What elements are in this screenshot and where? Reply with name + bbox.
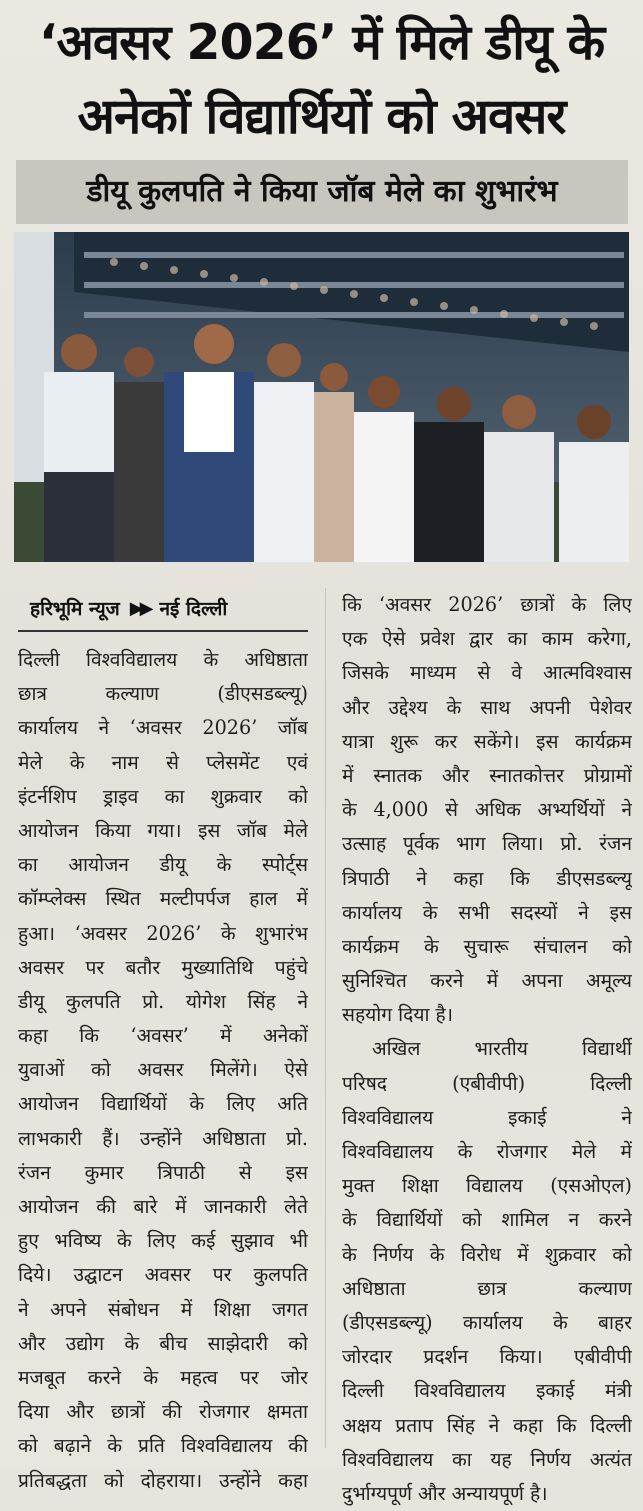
body-line: दिल्ली विश्वविद्यालय के अधिष्ठाता	[18, 648, 308, 671]
body-line: आयोजन की बारे में जानकारी लेते	[18, 1195, 308, 1218]
body-line: विश्वविद्यालय का यह निर्णय अत्यंत	[342, 1447, 632, 1471]
body-line: कहा कि ‘अवसर’ में अनेकों	[18, 1024, 308, 1048]
body-line: एक ऐसे प्रवेश द्वार का काम करेगा,	[342, 627, 632, 651]
body-line: दुर्भाग्यपूर्ण और अन्यायपूर्ण है।	[342, 1481, 548, 1505]
body-line: को बढ़ाने के प्रति विश्वविद्यालय की	[18, 1434, 308, 1458]
column-divider	[325, 588, 326, 1448]
body-line: मुक्त शिक्षा विद्यालय (एसओएल)	[342, 1174, 632, 1198]
body-line: और उद्योग के बीच साझेदारी को	[18, 1331, 308, 1355]
body-line: अधिष्ठाता छात्र कल्याण	[342, 1276, 632, 1300]
article-body-left-column	[18, 643, 308, 1498]
body-line: जोरदार प्रदर्शन किया। एबीवीपी	[342, 1345, 632, 1369]
body-line: प्रतिबद्धता को दोहराया। उन्होंने कहा	[18, 1468, 308, 1492]
body-line: यात्रा शुरू कर सकेंगे। इस कार्यक्रम	[342, 729, 632, 753]
body-line: के विद्यार्थियों को शामिल न करने	[342, 1208, 632, 1232]
body-line: मेले के नाम से प्लेसमेंट एवं	[18, 750, 308, 774]
body-line: मजबूत करने के महत्व पर जोर	[18, 1365, 308, 1389]
body-line: दिया और छात्रों की रोजगार क्षमता	[18, 1400, 308, 1424]
headline	[10, 6, 633, 154]
body-line: छात्र कल्याण (डीएसडब्ल्यू)	[18, 682, 308, 706]
body-line: हुआ। ‘अवसर 2026’ के शुभारंभ	[18, 921, 308, 945]
body-line: कार्यालय के सभी सदस्यों ने इस	[342, 900, 632, 924]
body-line: अखिल भारतीय विद्यार्थी	[372, 1037, 632, 1061]
body-line: सुनिश्चित करने में अपना अमूल्य	[342, 969, 632, 993]
byline	[30, 592, 310, 626]
body-line: का आयोजन डीयू के स्पोर्ट्स	[18, 853, 308, 877]
body-line: हुए भविष्य के लिए कई सुझाव भी	[18, 1229, 308, 1253]
article-body-right-column	[342, 588, 632, 1511]
headline-line-2: अनेकों विद्यार्थियों को अवसर	[77, 88, 566, 145]
body-line: सहयोग दिया है।	[342, 1003, 453, 1027]
body-line: विश्वविद्यालय इकाई ने	[342, 1105, 632, 1129]
byline-rule	[18, 630, 308, 632]
body-line: अवसर पर बतौर मुख्यातिथि पहुंचे	[18, 955, 308, 979]
body-line: आयोजन विद्यार्थियों के लिए अति	[18, 1092, 308, 1116]
body-line: विश्वविद्यालय के रोजगार मेले में	[342, 1140, 632, 1163]
body-line: कार्यालय ने ‘अवसर 2026’ जॉब	[18, 716, 308, 740]
body-line: रंजन कुमार त्रिपाठी से इस	[18, 1160, 308, 1184]
body-line: दिये। उद्घाटन अवसर पर कुलपति	[18, 1263, 308, 1287]
body-line: दिल्ली विश्वविद्यालय इकाई मंत्री	[342, 1379, 632, 1403]
body-line: में स्नातक और स्नातकोत्तर प्रोग्रामों	[342, 763, 632, 787]
byline-arrow-icon: ▶▶	[129, 598, 150, 619]
body-line: कि ‘अवसर 2026’ छात्रों के लिए	[342, 593, 632, 616]
byline-source: हरिभूमि न्यूज	[30, 598, 120, 620]
headline-line-1: ‘अवसर 2026’ में मिले डीयू के	[38, 14, 605, 71]
body-line: (डीएसडब्ल्यू) कार्यालय के बाहर	[342, 1310, 632, 1334]
body-line: आयोजन किया गया। इस जॉब मेले	[18, 818, 308, 842]
body-line: कार्यक्रम के सुचारू संचालन को	[342, 934, 632, 958]
body-line: के निर्णय के विरोध में शुक्रवार को	[342, 1242, 632, 1266]
body-line: कॉम्प्लेक्स स्थित मल्टीपर्पज हाल में	[18, 887, 308, 911]
body-line: अक्षय प्रताप सिंह ने कहा कि दिल्ली	[342, 1413, 632, 1437]
job-fair-photo	[14, 232, 629, 562]
body-line: ने अपने संबोधन में शिक्षा जगत	[18, 1297, 308, 1321]
byline-location: नई दिल्ली	[159, 598, 228, 620]
body-line: के 4,000 से अधिक अभ्यर्थियों ने	[342, 798, 632, 822]
body-line: युवाओं को अवसर मिलेंगे। ऐसे	[18, 1058, 308, 1082]
subheadline: डीयू कुलपति ने किया जॉब मेले का शुभारंभ	[86, 174, 558, 209]
body-line: और उद्देश्य के साथ अपनी पेशेवर	[342, 695, 632, 719]
body-line: इंटर्नशिप ड्राइव का शुक्रवार को	[18, 784, 308, 808]
body-line: परिषद (एबीवीपी) दिल्ली	[342, 1071, 632, 1095]
body-line: लाभकारी हैं। उन्होंने अधिष्ठाता प्रो.	[18, 1126, 308, 1150]
photo-illustration	[14, 232, 629, 562]
body-line: डीयू कुलपति प्रो. योगेश सिंह ने	[18, 989, 308, 1013]
body-line: जिसके माध्यम से वे आत्मविश्वास	[342, 661, 632, 685]
body-line: त्रिपाठी ने कहा कि डीएसडब्ल्यू	[342, 866, 632, 890]
body-line: उत्साह पूर्वक भाग लिया। प्रो. रंजन	[342, 832, 632, 856]
